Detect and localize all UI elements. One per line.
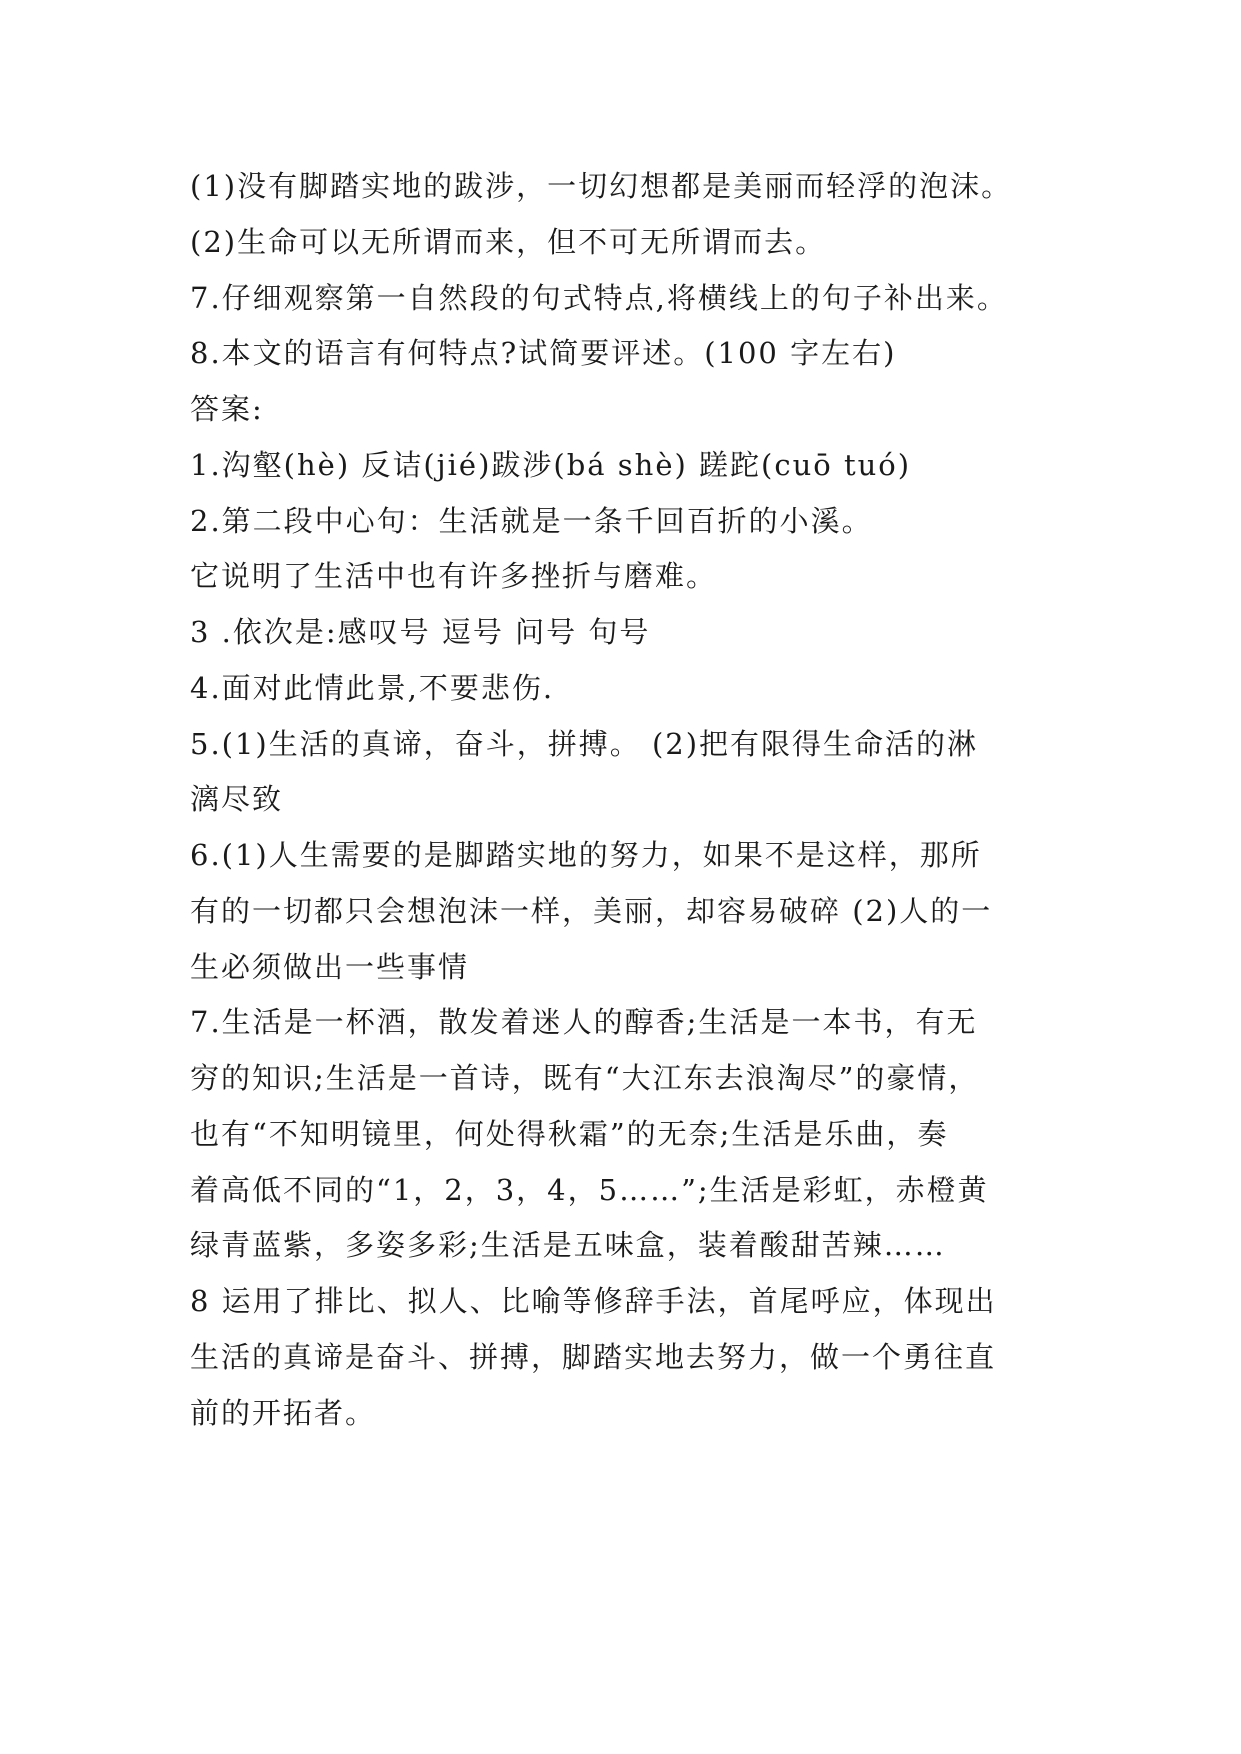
text-line-20: 绿青蓝紫，多姿多彩;生活是五味盒，装着酸甜苦辣…… bbox=[190, 1228, 946, 1262]
text-line-23: 前的开拓者。 bbox=[190, 1396, 377, 1430]
text-line-14: 有的一切都只会想泡沫一样，美丽，却容易破碎 (2)人的一 bbox=[190, 894, 993, 928]
text-line-17: 穷的知识;生活是一首诗，既有“大江东去浪淘尽”的豪情， bbox=[190, 1061, 980, 1095]
text-line-9: 3 .依次是:感叹号 逗号 问号 句号 bbox=[190, 615, 651, 649]
text-line-3: 7.仔细观察第一自然段的句式特点,将横线上的句子补出来。 bbox=[190, 281, 1008, 315]
text-line-2: (2)生命可以无所谓而来，但不可无所谓而去。 bbox=[190, 225, 827, 259]
text-line-22: 生活的真谛是奋斗、拼搏，脚踏实地去努力，做一个勇往直 bbox=[190, 1340, 997, 1374]
text-line-21: 8 运用了排比、拟人、比喻等修辞手法，首尾呼应，体现出 bbox=[190, 1284, 997, 1318]
answer-heading: 答案: bbox=[190, 392, 264, 426]
text-line-13: 6.(1)人生需要的是脚踏实地的努力，如果不是这样，那所 bbox=[190, 838, 982, 872]
text-line-18: 也有“不知明镜里，何处得秋霜”的无奈;生活是乐曲，奏 bbox=[190, 1117, 949, 1151]
text-line-1: (1)没有脚踏实地的跋涉，一切幻想都是美丽而轻浮的泡沫。 bbox=[190, 169, 1013, 203]
text-line-15: 生必须做出一些事情 bbox=[190, 950, 470, 984]
text-line-4: 8.本文的语言有何特点?试简要评述。(100 字左右) bbox=[190, 336, 897, 370]
text-line-6: 1.沟壑(hè) 反诘(jié)跋涉(bá shè) 蹉跎(cuō tuó) bbox=[190, 448, 912, 482]
text-line-8: 它说明了生活中也有许多挫折与磨难。 bbox=[190, 559, 718, 593]
text-line-19: 着高低不同的“1，2，3，4，5……”;生活是彩虹，赤橙黄 bbox=[190, 1173, 989, 1207]
text-line-7: 2.第二段中心句：生活就是一条千回百折的小溪。 bbox=[190, 504, 873, 538]
text-line-11: 5.(1)生活的真谛，奋斗，拼搏。 (2)把有限得生命活的淋 bbox=[190, 727, 979, 761]
text-line-16: 7.生活是一杯酒，散发着迷人的醇香;生活是一本书，有无 bbox=[190, 1005, 978, 1039]
text-line-12: 漓尽致 bbox=[190, 782, 284, 816]
text-line-10: 4.面对此情此景,不要悲伤. bbox=[190, 671, 555, 705]
